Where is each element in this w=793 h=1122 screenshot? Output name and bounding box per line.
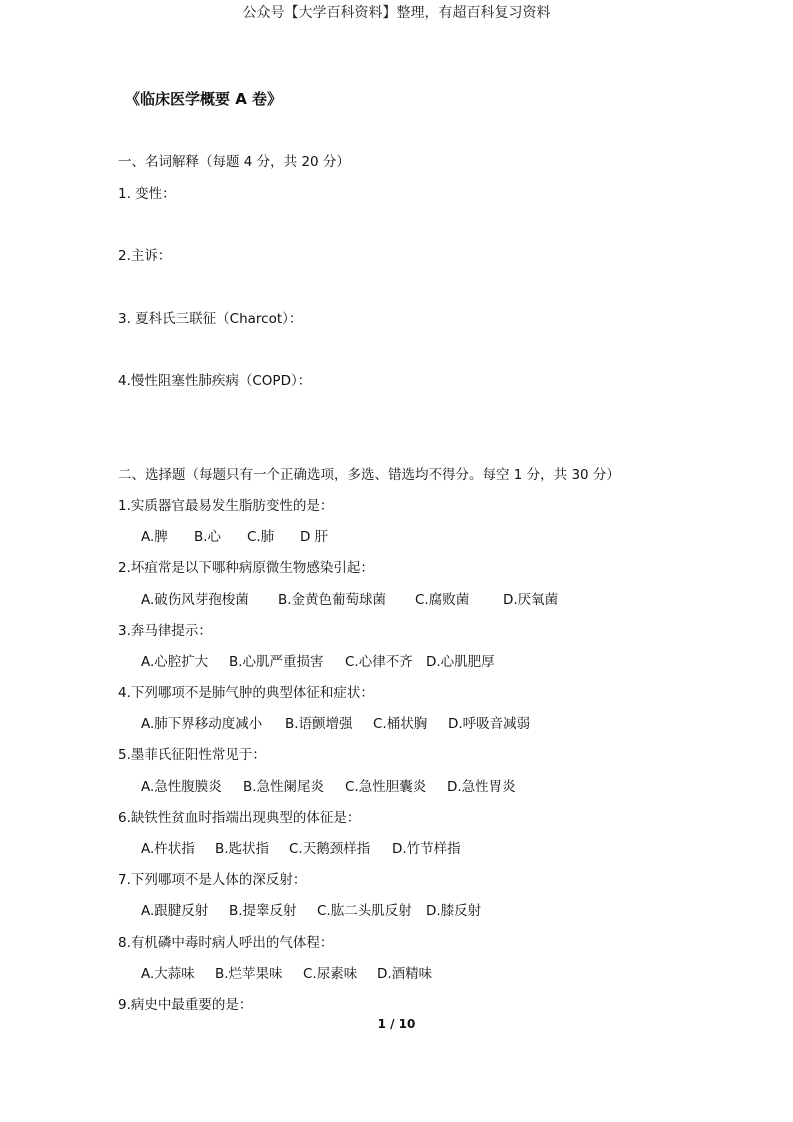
question-text: 9.病史中最重要的是： [118,997,253,1013]
question-text: 6.缺铁性贫血时指端出现典型的体征是： [118,810,361,826]
option: D.心肌肥厚 [426,654,495,670]
definition-item: 1. 变性： [118,186,176,202]
option: B.急性阑尾炎 [243,779,325,795]
option: A.肺下界移动度减小 [141,716,263,732]
option: B.心肌严重损害 [229,654,324,670]
definition-item: 3. 夏科氏三联征（Charcot）： [118,311,303,327]
option: D.竹节样指 [392,841,461,857]
option: A.破伤风芽孢梭菌 [141,592,249,608]
option: D 肝 [300,529,329,545]
option: C.腐败菌 [415,592,470,608]
section-heading-definitions: 一、名词解释（每题 4 分，共 20 分） [118,154,350,170]
option: C.肺 [247,529,275,545]
option: C.天鹅颈样指 [289,841,371,857]
option: A.跟腱反射 [141,903,209,919]
question-text: 2.坏疽常是以下哪种病原微生物感染引起： [118,560,374,576]
question-text: 3.奔马律提示： [118,623,212,639]
question-options [141,902,481,920]
document-title: 《临床医学概要 A 卷》 [125,90,283,108]
question-options [141,715,530,733]
option: B.烂苹果味 [215,966,283,982]
question-options [141,528,328,546]
option: D.酒精味 [377,966,433,982]
option: A.大蒜味 [141,966,195,982]
option: B.语颤增强 [285,716,353,732]
option: C.急性胆囊炎 [345,779,427,795]
question-text: 7.下列哪项不是人体的深反射： [118,872,307,888]
option: D.呼吸音减弱 [448,716,531,732]
question-text: 1.实质器官最易发生脂肪变性的是： [118,498,334,514]
option: C.桶状胸 [373,716,428,732]
option: C.尿素味 [303,966,358,982]
page-number: 1 / 10 [377,1017,416,1031]
option: A.杵状指 [141,841,195,857]
option: D.急性胃炎 [447,779,516,795]
option: A.心腔扩大 [141,654,209,670]
question-text: 5.墨菲氏征阳性常见于： [118,747,266,763]
section-heading-choice: 二、选择题（每题只有一个正确选项，多选、错选均不得分。每空 1 分，共 30 分） [118,467,620,483]
definition-item: 4.慢性阻塞性肺疾病（COPD）： [118,373,312,389]
question-text: 4.下列哪项不是肺气肿的典型体征和症状： [118,685,374,701]
option: B.提睾反射 [229,903,297,919]
option: B.金黄色葡萄球菌 [278,592,387,608]
option: D.厌氧菌 [503,592,559,608]
question-options [141,591,558,609]
question-text: 8.有机磷中毒时病人呼出的气体程： [118,935,334,951]
option: C.肱二头肌反射 [317,903,412,919]
definition-item: 2.主诉： [118,248,172,264]
question-options [141,653,495,671]
option: A.急性腹膜炎 [141,779,222,795]
option: C.心律不齐 [345,654,413,670]
question-options [141,778,516,796]
header-note: 公众号【大学百科资料】整理，有超百科复习资料 [242,5,551,21]
question-options [141,965,432,983]
option: A.脾 [141,529,168,545]
question-options [141,840,461,858]
option: B.心 [194,529,222,545]
option: D.膝反射 [426,903,482,919]
option: B.匙状指 [215,841,270,857]
